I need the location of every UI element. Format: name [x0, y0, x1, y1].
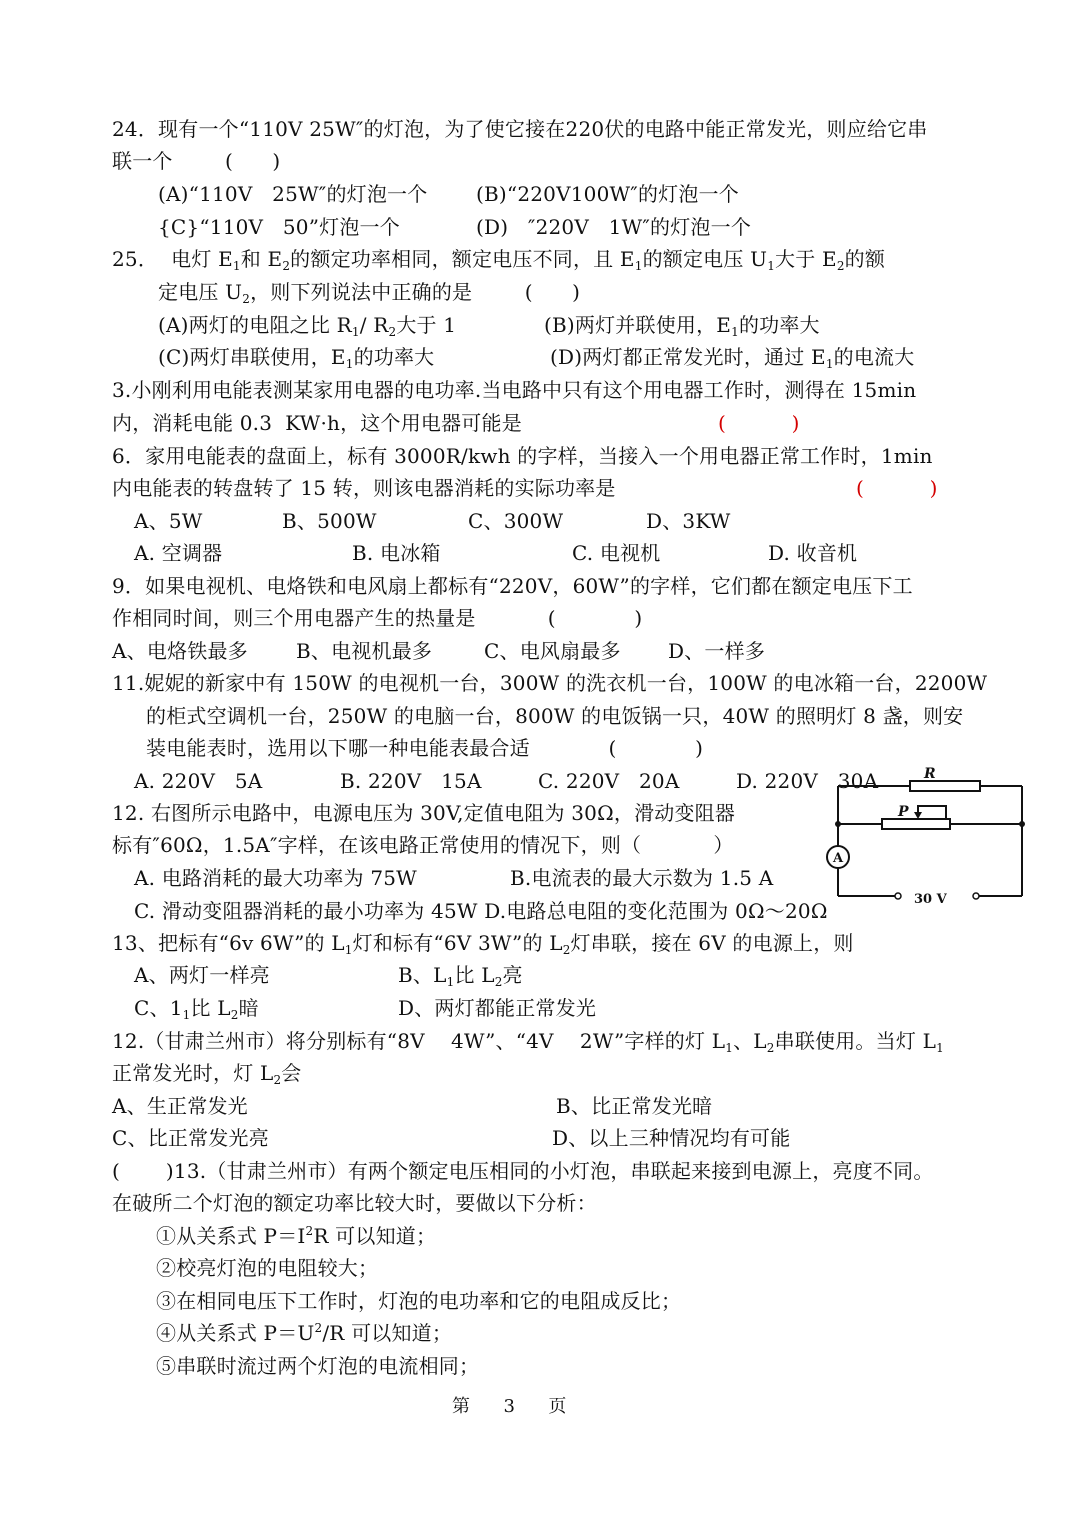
q25-line1: 25． 电灯 $E_1$和 $E_2$的额定功率相同，额定电压不同，且 $E_1$的额定电压 $U_1$大于 $E_2$的额	[112, 247, 886, 273]
q13a-option-d: D、两灯都能正常发光	[398, 996, 597, 1020]
q9-option-c: C、电风扇最多	[484, 639, 621, 663]
page-footer	[452, 1392, 566, 1418]
q12b-line2: 正常发光时，灯 $L_2$会	[112, 1061, 302, 1087]
q25-option-a: (A)两灯的电阻之比 $R_1/$ $R_2$大于 1	[158, 313, 457, 339]
q12a-option-b: B.电流表的最大示数为 1.5 A	[510, 866, 774, 890]
q13b-item4: ④从关系式 $P=U^2/R$ 可以知道；	[156, 1321, 453, 1345]
q12b-line1: 12.（甘肃兰州市）将分别标有“8V 4W”、“4V 2W”字样的灯 $L_1$、$L_2$串联使用。当灯 $L_1$	[112, 1029, 944, 1055]
q6-option-d: D、3KW	[646, 509, 731, 533]
q11-option-b: B. 220V 15A	[340, 769, 482, 793]
q24-option-c: {C}“110V 50”灯泡一个	[158, 215, 400, 239]
q9-line1: 9．如果电视机、电烙铁和电风扇上都标有“220V，60W”的字样，它们都在额定电压下工	[112, 574, 913, 598]
q3-line2: 内，消耗电能 0.3 KW·h，这个用电器可能是	[112, 411, 522, 435]
label-voltage: 30 V	[914, 892, 947, 907]
q24-line2: 联一个 ( )	[112, 149, 281, 173]
q6-appliance-d: D. 收音机	[768, 541, 858, 565]
label-a: A	[833, 851, 844, 866]
q6-option-c: C、300W	[468, 509, 564, 533]
q6-option-b: B、500W	[282, 509, 377, 533]
q13b-item3: ③在相同电压下工作时，灯泡的电功率和它的电阻成反比；	[156, 1289, 682, 1313]
q13b-item5: ⑤串联时流过两个灯泡的电流相同；	[156, 1354, 480, 1378]
q12b-option-c: C、比正常发光亮	[112, 1126, 269, 1150]
q6-line1: 6．家用电能表的盘面上，标有 3000R/kwh 的字样，当接入一个用电器正常工作时，1min	[112, 444, 933, 468]
q24-option-a: (A)“110V 25W″的灯泡一个	[158, 182, 428, 206]
q13a-line1: 13、把标有“6v 6W”的 $L_1$灯和标有“6V 3W”的 $L_2$灯串联，接在 6V 的电源上，则	[112, 931, 854, 957]
q6-line2: 内电能表的转盘转了 15 转，则该电器消耗的实际功率是	[112, 476, 616, 500]
q13b-item2: ②校亮灯泡的电阻较大；	[156, 1256, 379, 1280]
q12b-option-a: A、生正常发光	[112, 1094, 248, 1118]
q12a-line1: 12. 右图所示电路中，电源电压为 30V,定值电阻为 30Ω，滑动变阻器	[112, 801, 736, 825]
q12a-line2: 标有″60Ω，1.5A″字样，在该电路正常使用的情况下，则（ ）	[112, 833, 734, 857]
page-number: 3	[503, 1396, 515, 1417]
q9-option-b: B、电视机最多	[296, 639, 433, 663]
q25-line2: 定电压 $U_2$，则下列说法中正确的是 ( )	[158, 280, 581, 306]
q6-option-a: A、5W	[134, 509, 203, 533]
q25-option-c: (C)两灯串联使用，$E_1$的功率大	[158, 345, 435, 371]
q25-option-b: (B)两灯并联使用，$E_1$的功率大	[544, 313, 820, 339]
q12a-option-a: A. 电路消耗的最大功率为 75W	[134, 866, 417, 890]
q9-line2: 作相同时间，则三个用电器产生的热量是 ( )	[112, 606, 643, 630]
label-p: P	[898, 804, 909, 820]
q13b-line1: ( )13.（甘肃兰州市）有两个额定电压相同的小灯泡，串联起来接到电源上，亮度不同。	[112, 1159, 934, 1183]
q6-appliance-c: C. 电视机	[572, 541, 661, 565]
q25-option-d: (D)两灯都正常发光时，通过 $E_1$的电流大	[550, 345, 915, 371]
q6-appliance-b: B. 电冰箱	[352, 541, 441, 565]
q11-line1: 11.妮妮的新家中有 150W 的电视机一台，300W 的洗衣机一台，100W 的电冰箱一台，2200W	[112, 671, 988, 695]
q11-line3: 装电能表时，选用以下哪一种电能表最合适 ( )	[146, 736, 704, 760]
q24-option-b: (B)“220V100W″的灯泡一个	[476, 182, 739, 206]
q3-answer-bracket: ( )	[718, 411, 800, 435]
label-r: R	[924, 766, 936, 782]
resistor-r	[910, 781, 980, 791]
q12a-option-cd: C. 滑动变阻器消耗的最小功率为 45W D.电路总电阻的变化范围为 0Ω～20Ω	[134, 899, 828, 923]
q11-option-c: C. 220V 20A	[538, 769, 680, 793]
q3-line1: 3.小刚利用电能表测某家用电器的电功率.当电路中只有这个用电器工作时，测得在 15min	[112, 378, 917, 402]
q13a-option-b: B、$L_1$比 $L_2$亮	[398, 963, 523, 989]
q24-option-d: (D) ″220V 1W″的灯泡一个	[476, 215, 752, 239]
q12b-option-d: D、以上三种情况均有可能	[552, 1126, 791, 1150]
q6-appliance-a: A. 空调器	[134, 541, 223, 565]
q6-answer-bracket: ( )	[856, 476, 938, 500]
q9-option-d: D、一样多	[668, 639, 766, 663]
q12b-option-b: B、比正常发光暗	[556, 1094, 713, 1118]
footer-suffix: 页	[548, 1396, 567, 1417]
q9-option-a: A、电烙铁最多	[112, 639, 248, 663]
q11-line2: 的柜式空调机一台，250W 的电脑一台，800W 的电饭锅一只，40W 的照明灯 8 盏，则安	[146, 704, 964, 728]
q11-option-d: D. 220V 30A	[736, 769, 879, 793]
q13a-option-c: C、$1_1$比 $L_2$暗	[134, 996, 259, 1022]
q13a-option-a: A、两灯一样亮	[134, 963, 270, 987]
circuit-diagram	[826, 762, 1032, 912]
footer-prefix: 第	[452, 1396, 470, 1417]
rheostat	[882, 812, 950, 829]
q13b-line2: 在破所二个灯泡的额定功率比较大时，要做以下分析：	[112, 1191, 597, 1215]
q24-line1: 24．现有一个“110V 25W″的灯泡，为了使它接在220伏的电路中能正常发光，则应给它串	[112, 117, 928, 141]
q11-option-a: A. 220V 5A	[134, 769, 263, 793]
q13b-item1: ①从关系式 $P=I^2R$ 可以知道；	[156, 1224, 437, 1248]
